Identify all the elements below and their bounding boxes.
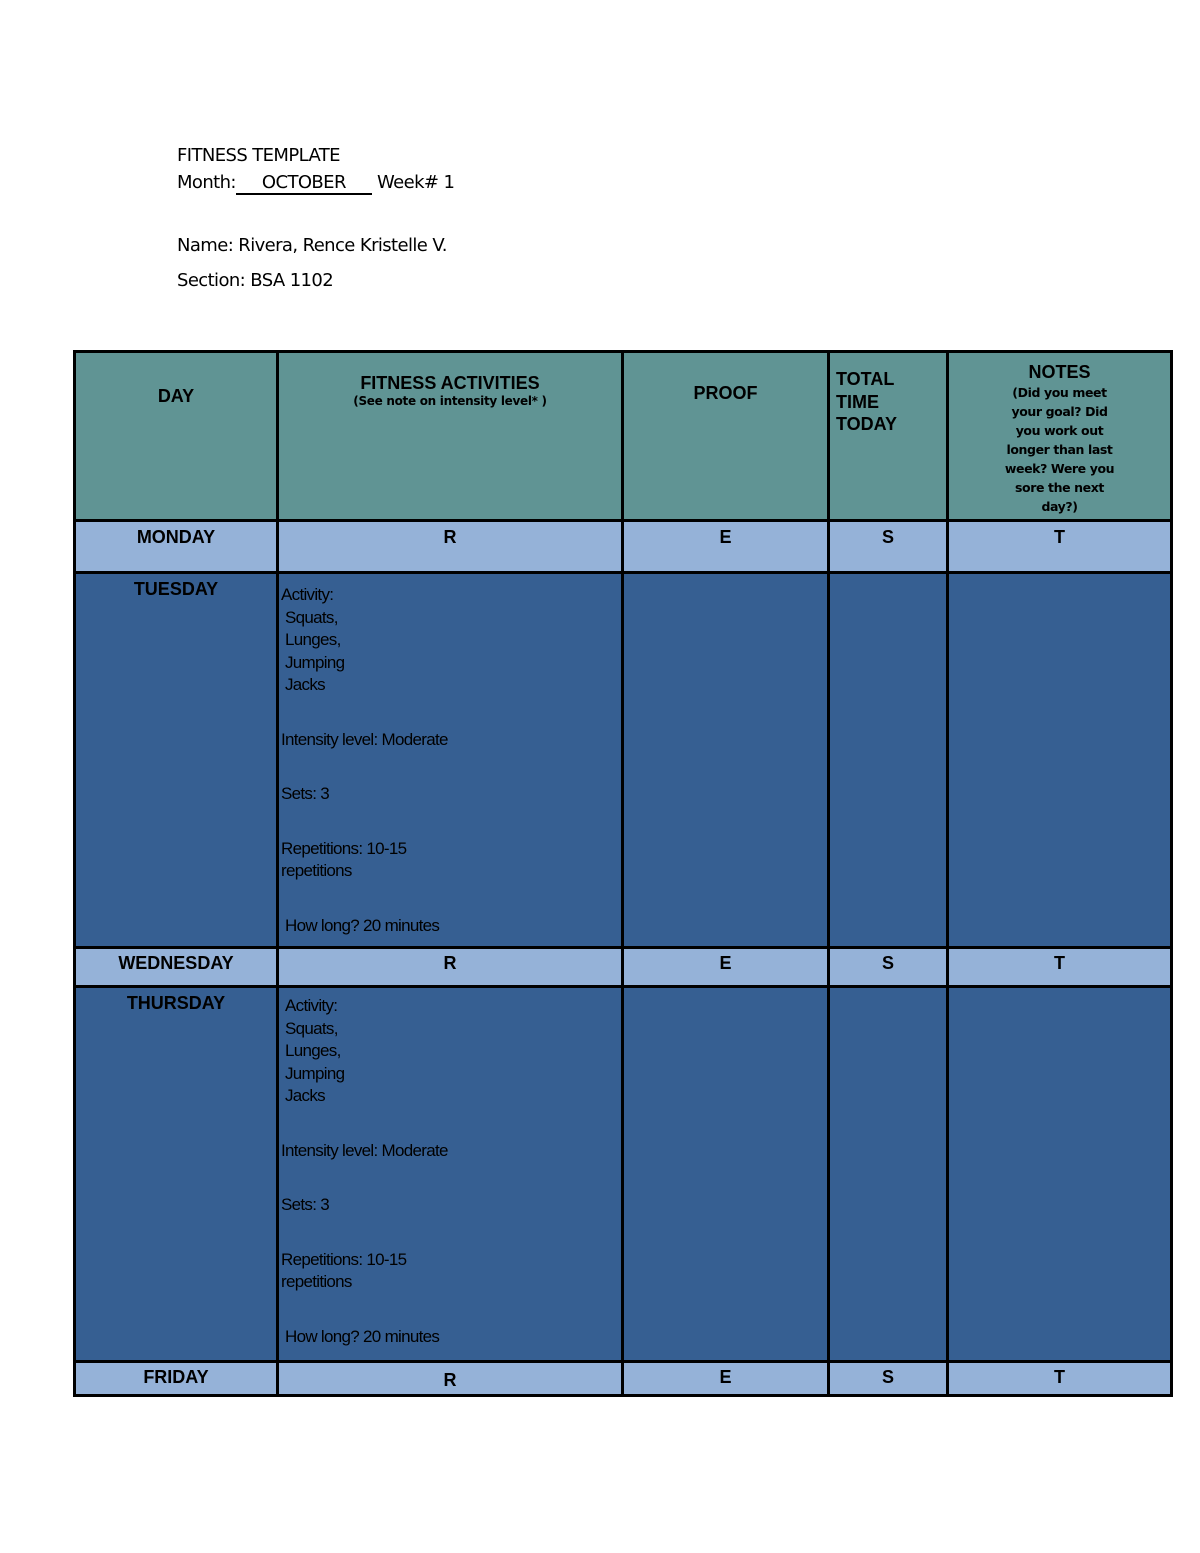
rest-cell: T	[948, 1362, 1172, 1396]
rest-cell: R	[278, 521, 623, 573]
row-monday	[75, 521, 1172, 573]
exercise-item: Jumping	[285, 652, 345, 672]
col-activities-header	[278, 352, 623, 521]
notes-cell-tuesday	[948, 573, 1172, 948]
activity-label: Activity:	[281, 585, 334, 604]
row-wednesday	[75, 948, 1172, 987]
row-friday	[75, 1362, 1172, 1396]
day-cell-wednesday: WEDNESDAY	[75, 948, 278, 987]
duration-value: How long? 20 minutes	[285, 1326, 440, 1346]
rest-cell: S	[829, 521, 948, 573]
document-title: FITNESS TEMPLATE	[177, 145, 340, 166]
activity-label: Activity:	[285, 996, 338, 1015]
repetitions-value: Repetitions: 10-15	[281, 838, 407, 858]
day-cell-thursday: THURSDAY	[75, 987, 278, 1362]
name-line: Name: Rivera, Rence Kristelle V.	[177, 235, 447, 256]
exercise-item: Lunges,	[285, 630, 341, 649]
notes-subtitle: (Did you meet your goal? Did you work out longer than last week? Were you sore the next day?)	[1004, 385, 1115, 514]
rest-cell: S	[829, 948, 948, 987]
rest-cell: S	[829, 1362, 948, 1396]
activity-cell-tuesday	[278, 573, 623, 948]
month-week-line	[177, 172, 454, 195]
exercise-item: Jumping	[285, 1063, 345, 1083]
month-value: OCTOBER	[236, 173, 372, 195]
month-label: Month:	[177, 172, 236, 193]
fitness-table	[73, 350, 1173, 1397]
sets-value: Sets: 3	[281, 784, 330, 803]
repetitions-value: Repetitions: 10-15	[281, 1249, 407, 1269]
rest-cell: R	[278, 948, 623, 987]
intensity-level: Intensity level: Moderate	[281, 729, 448, 749]
col-total-time-header: TOTAL TIME TODAY	[829, 352, 948, 521]
day-cell-monday: MONDAY	[75, 521, 278, 573]
notes-cell-thursday	[948, 987, 1172, 1362]
rest-cell: T	[948, 948, 1172, 987]
rest-cell: T	[948, 521, 1172, 573]
section-line: Section: BSA 1102	[177, 270, 334, 291]
repetitions-value: repetitions	[281, 1272, 352, 1291]
activities-note: (See note on intensity level* )	[353, 394, 547, 408]
rest-cell: E	[623, 521, 829, 573]
exercise-item: Jacks	[285, 675, 325, 694]
row-tuesday	[75, 573, 1172, 948]
duration-value: How long? 20 minutes	[285, 915, 440, 935]
rest-cell: R	[278, 1362, 623, 1396]
exercise-item: Squats,	[285, 607, 338, 627]
col-day-header: DAY	[75, 352, 278, 521]
exercise-item: Jacks	[285, 1086, 325, 1105]
row-thursday	[75, 987, 1172, 1362]
proof-cell-tuesday	[623, 573, 829, 948]
col-notes-header	[948, 352, 1172, 521]
rest-cell: E	[623, 948, 829, 987]
total-time-cell-tuesday	[829, 573, 948, 948]
proof-cell-thursday	[623, 987, 829, 1362]
header-row	[75, 352, 1172, 521]
day-cell-friday: FRIDAY	[75, 1362, 278, 1396]
week-label: Week# 1	[377, 172, 455, 193]
col-proof-header: PROOF	[623, 352, 829, 521]
rest-cell: E	[623, 1362, 829, 1396]
intensity-level: Intensity level: Moderate	[281, 1140, 448, 1160]
activities-title: FITNESS ACTIVITIES	[360, 373, 540, 393]
notes-title: NOTES	[1028, 362, 1091, 382]
repetitions-value: repetitions	[281, 861, 352, 880]
activity-cell-thursday	[278, 987, 623, 1362]
exercise-item: Lunges,	[285, 1041, 341, 1060]
day-cell-tuesday: TUESDAY	[75, 573, 278, 948]
total-time-cell-thursday	[829, 987, 948, 1362]
sets-value: Sets: 3	[281, 1195, 330, 1214]
exercise-item: Squats,	[285, 1018, 338, 1038]
